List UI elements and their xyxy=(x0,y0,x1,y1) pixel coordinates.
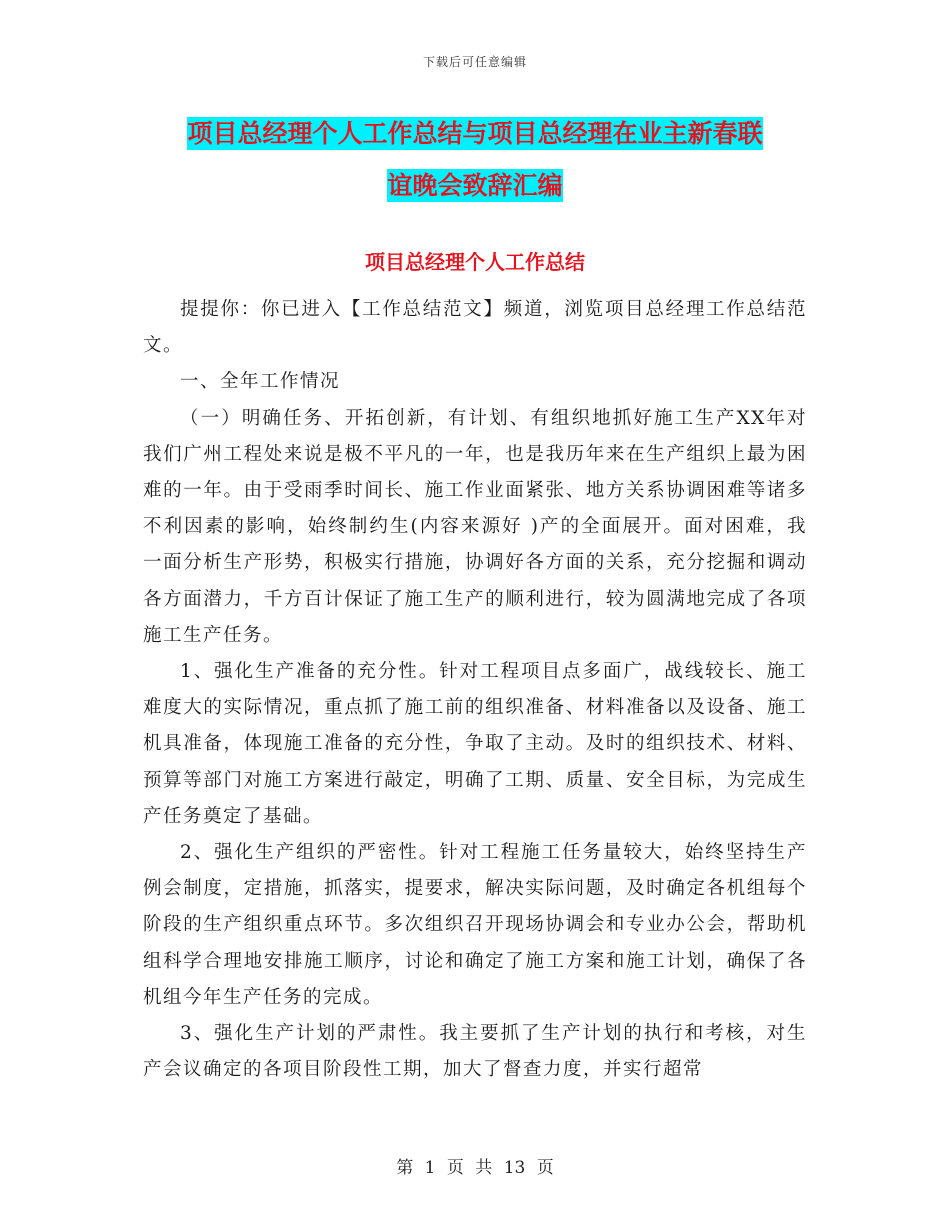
paragraph: 3、强化生产计划的严肃性。我主要抓了生产计划的执行和考核，对生产会议确定的各项目阶段性工期，加大了督查力度，并实行超常 xyxy=(143,1023,807,1081)
page-footer: 第 1 页 共 13 页 xyxy=(396,1158,554,1178)
header-note: 下载后可任意编辑 xyxy=(422,55,527,69)
paragraph: （一）明确任务、开拓创新，有计划、有组织地抓好施工生产XX年对我们广州工程处来说是极不平凡的一年，也是我历年来在生产组织上最为困难的一年。由于受雨季时间长、施工作业面紧张、地方关系协调困难等诸多不利因素的影响，始终制约生(内容来源好 )产的全面展开。面对困难，我一面分析生产形势，积极实行措施，协调好各方面的关系，充分挖掘和调动各方面潜力，千方百计保证了施工生产的顺利进行，较为圆满地完成了各项施工生产任务。 xyxy=(143,407,807,646)
paragraph-intro: 提提你：你已进入【工作总结范文】频道，浏览项目总经理工作总结范文。 xyxy=(143,299,807,357)
paragraph-heading-1: 一、全年工作情况 xyxy=(180,371,341,393)
paragraph: 2、强化生产组织的严密性。针对工程施工任务量较大，始终坚持生产例会制度，定措施，抓落实，提要求，解决实际问题，及时确定各机组每个阶段的生产组织重点环节。多次组织召开现场协调会和专业办公会，帮助机组科学合理地安排施工顺序，讨论和确定了施工方案和施工计划，确保了各机组今年生产任务的完成。 xyxy=(143,842,807,1008)
body-text xyxy=(143,292,807,1088)
paragraph: 1、强化生产准备的充分性。针对工程项目点多面广，战线较长、施工难度大的实际情况，重点抓了施工前的组织准备、材料准备以及设备、施工机具准备，体现施工准备的充分性，争取了主动。及时的组织技术、材料、预算等部门对施工方案进行敲定，明确了工期、质量、安全目标，为完成生产任务奠定了基础。 xyxy=(143,661,807,827)
document-title xyxy=(140,108,810,212)
document-title-line2: 谊晚会致辞汇编 xyxy=(387,171,563,200)
section-title: 项目总经理个人工作总结 xyxy=(365,250,585,274)
document-title-line1: 项目总经理个人工作总结与项目总经理在业主新春联 xyxy=(187,119,763,148)
